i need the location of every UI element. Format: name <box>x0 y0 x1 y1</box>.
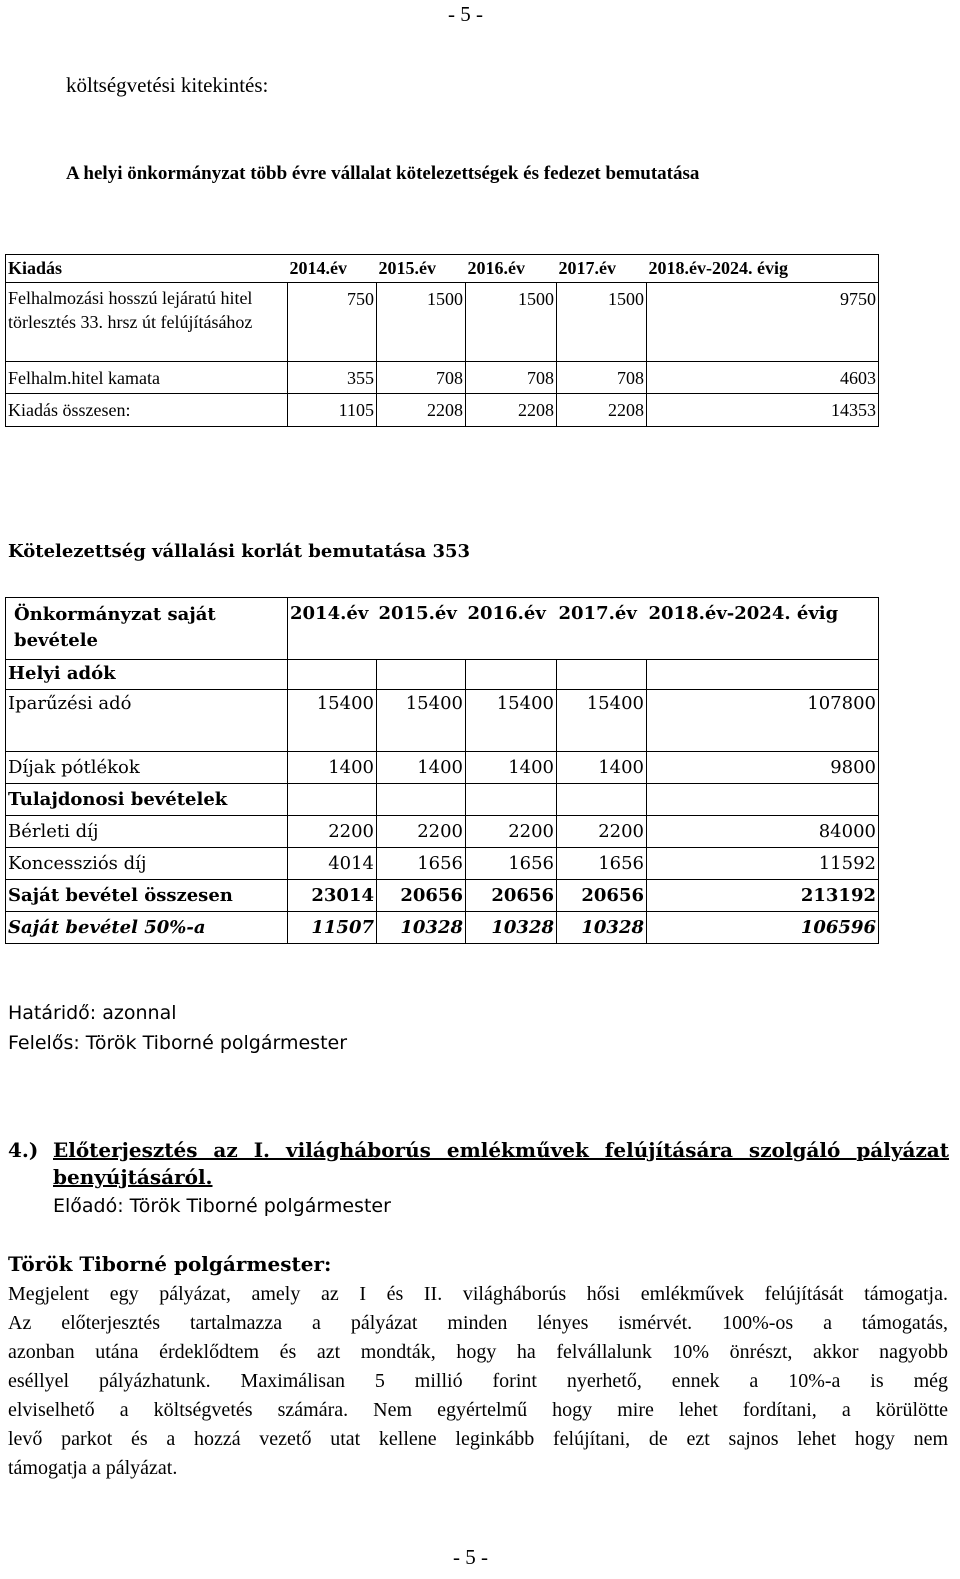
revenue-table <box>5 597 879 944</box>
table-header-cell: 2017.év <box>557 255 647 283</box>
table-cell: 750 <box>288 283 377 362</box>
table-cell: Iparűzési adó <box>6 690 288 752</box>
deadline-text: Határidő: azonnal <box>8 1002 177 1024</box>
table-cell: 1656 <box>466 848 557 880</box>
table-cell: 107800 <box>647 690 879 752</box>
table-cell: 15400 <box>466 690 557 752</box>
table-cell: 708 <box>377 362 466 394</box>
table-cell: 20656 <box>557 880 647 912</box>
table-cell: 708 <box>466 362 557 394</box>
table-header-cell: 2017.év <box>557 598 647 660</box>
table-header-cell: 2014.év <box>288 255 377 283</box>
section-title: Kötelezettség vállalási korlát bemutatása 353 <box>8 541 471 562</box>
table-cell: Felhalmozási hosszú lejáratú hitel törlesztés 33. hrsz út felújításához <box>6 283 288 362</box>
table-cell: 2208 <box>557 394 647 427</box>
table-cell: Felhalm.hitel kamata <box>6 362 288 394</box>
table-row <box>6 690 879 752</box>
table-cell: 14353 <box>647 394 879 427</box>
table-header-cell: Kiadás <box>6 255 288 283</box>
table-cell: Kiadás összesen: <box>6 394 288 427</box>
table-cell: 1400 <box>557 752 647 784</box>
table-cell: 1400 <box>288 752 377 784</box>
body-line: elviselhető a költségvetés számára. Nem egyértelmű hogy mire lehet fordítani, a körülötte <box>8 1399 948 1421</box>
table-cell: 1400 <box>466 752 557 784</box>
table-header-row <box>6 255 879 283</box>
section-heading: A helyi önkormányzat több évre vállalat kötelezettségek és fedezet bemutatása <box>66 163 700 184</box>
table-cell: 4014 <box>288 848 377 880</box>
table-cell: 1500 <box>377 283 466 362</box>
table-cell: 1400 <box>377 752 466 784</box>
speaker-label: Török Tiborné polgármester: <box>8 1252 332 1276</box>
table-cell: 2200 <box>377 816 466 848</box>
table-cell: 15400 <box>557 690 647 752</box>
table-cell: 9750 <box>647 283 879 362</box>
table-cell: 355 <box>288 362 377 394</box>
table-row <box>6 283 879 362</box>
table-header-cell: 2015.év <box>377 598 466 660</box>
table-row <box>6 848 879 880</box>
table-cell: Díjak pótlékok <box>6 752 288 784</box>
table-cell: 708 <box>557 362 647 394</box>
table-cell: 2200 <box>288 816 377 848</box>
table-cell: 15400 <box>377 690 466 752</box>
table-header-cell: 2016.év <box>466 598 557 660</box>
table-cell: 10328 <box>466 912 557 944</box>
table-cell: Bérleti díj <box>6 816 288 848</box>
table-cell: 213192 <box>647 880 879 912</box>
table-cell: 10328 <box>377 912 466 944</box>
table-cell: 4603 <box>647 362 879 394</box>
table-cell: Saját bevétel 50%-a <box>6 912 288 944</box>
table-cell: 20656 <box>466 880 557 912</box>
group-row <box>6 784 879 816</box>
responsible-text: Felelős: Török Tiborné polgármester <box>8 1032 348 1054</box>
table-cell: 2200 <box>557 816 647 848</box>
table-total-row <box>6 880 879 912</box>
body-line: levő parkot és a hozzá vezető utat kellene leginkább felújítani, de ezt sajnos lehet hogy nem <box>8 1428 948 1450</box>
table-cell: 106596 <box>647 912 879 944</box>
body-line: Az előterjesztés tartalmazza a pályázat minden lényes ismérvét. 100%-os a támogatás, <box>8 1312 948 1334</box>
expenses-table <box>5 254 879 427</box>
table-cell: 15400 <box>288 690 377 752</box>
table-header-cell: 2018.év-2024. évig <box>647 598 879 660</box>
table-cell: 1105 <box>288 394 377 427</box>
page-number-top: - 5 - <box>448 2 483 26</box>
group-label: Tulajdonosi bevételek <box>6 784 288 816</box>
table-header-cell: 2018.év-2024. évig <box>647 255 879 283</box>
table-cell: 20656 <box>377 880 466 912</box>
table-cell: Koncessziós díj <box>6 848 288 880</box>
table-cell: 10328 <box>557 912 647 944</box>
item-number: 4.) <box>8 1138 39 1162</box>
table-cell: 23014 <box>288 880 377 912</box>
table-cell: 2208 <box>377 394 466 427</box>
table-cell: 1656 <box>557 848 647 880</box>
table-header-cell: 2014.év <box>288 598 377 660</box>
table-header-cell: Önkormányzat saját bevétele <box>6 598 288 660</box>
table-cell: 11592 <box>647 848 879 880</box>
table-cell: 1656 <box>377 848 466 880</box>
table-cell: 11507 <box>288 912 377 944</box>
group-label: Helyi adók <box>6 660 288 690</box>
intro-text: költségvetési kitekintés: <box>66 73 269 97</box>
table-cell: 84000 <box>647 816 879 848</box>
page-number-bottom: - 5 - <box>453 1545 488 1569</box>
table-header-cell: 2016.év <box>466 255 557 283</box>
table-half-row <box>6 912 879 944</box>
table-header-cell: 2015.év <box>377 255 466 283</box>
table-header-row <box>6 598 879 660</box>
body-line: Megjelent egy pályázat, amely az I és II. világháborús hősi emlékművek felújítását támogatja. <box>8 1283 948 1305</box>
item-title-line2: benyújtásáról. <box>53 1165 213 1189</box>
table-row <box>6 362 879 394</box>
presenter-text: Előadó: Török Tiborné polgármester <box>53 1195 391 1217</box>
body-paragraph <box>8 1280 948 1483</box>
table-cell: 1500 <box>557 283 647 362</box>
table-row <box>6 816 879 848</box>
table-cell: 1500 <box>466 283 557 362</box>
table-cell: 2208 <box>466 394 557 427</box>
table-cell: Saját bevétel összesen <box>6 880 288 912</box>
table-row <box>6 752 879 784</box>
item-title-line1: Előterjesztés az I. világháborús emlékművek felújítására szolgáló pályázat <box>53 1138 949 1162</box>
table-total-row <box>6 394 879 427</box>
body-line: eséllyel pályázhatunk. Maximálisan 5 millió forint nyerhető, ennek a 10%-a is még <box>8 1370 948 1392</box>
group-row <box>6 660 879 690</box>
table-cell: 2200 <box>466 816 557 848</box>
body-line: támogatja a pályázat. <box>8 1457 178 1479</box>
body-line: azonban utána érdeklődtem és azt mondták, hogy ha felvállalunk 10% önrészt, akkor nagyobb <box>8 1341 948 1363</box>
table-cell: 9800 <box>647 752 879 784</box>
